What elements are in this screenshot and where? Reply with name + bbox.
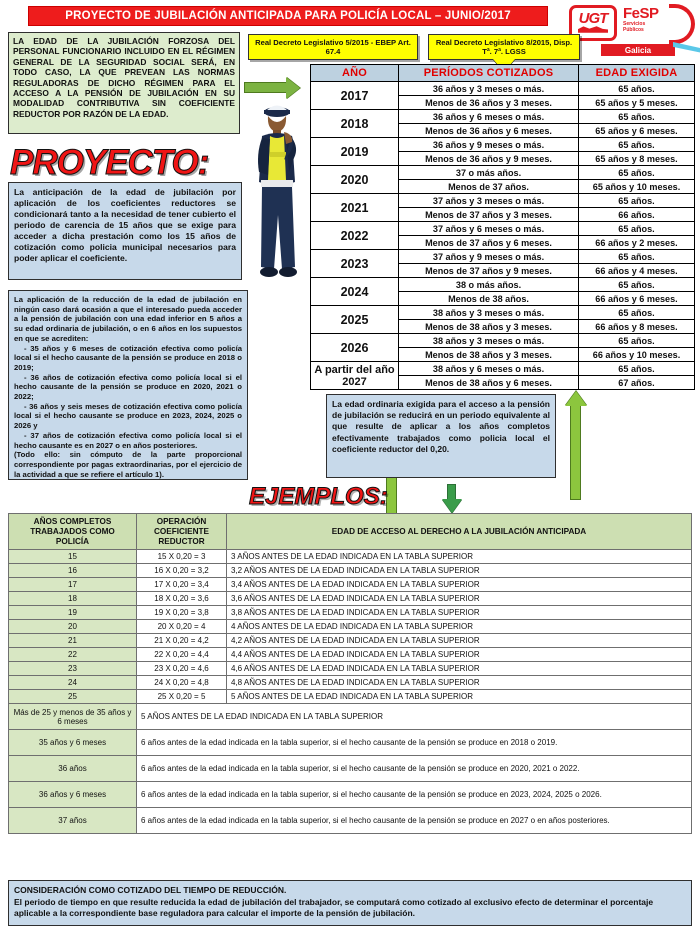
- main-table-year-cell: A partir del año 2027: [311, 362, 399, 390]
- reduccion-p2: - 35 años y 6 meses de cotización efectiva como policía local si el hecho causante de la pensión se produce en 2018 o 2019;: [14, 343, 242, 372]
- main-table-year-cell: 2026: [311, 334, 399, 362]
- main-table-periodo-cell: 36 años y 3 meses o más.: [399, 82, 579, 96]
- main-table-year-cell: 2019: [311, 138, 399, 166]
- examples-anios-cell: Más de 25 y menos de 35 años y 6 meses: [9, 704, 137, 730]
- fesp-block: [623, 6, 659, 33]
- reduccion-p5: - 37 años de cotización efectiva como policía local si el hecho causante es en 2027 o en años posteriores.: [14, 430, 242, 450]
- examples-anios-cell: 22: [9, 648, 137, 662]
- main-table-header-ano: AÑO: [311, 65, 399, 82]
- examples-anios-cell: 17: [9, 578, 137, 592]
- main-table-edad-cell: 65 años.: [579, 110, 695, 124]
- main-table-year-cell: 2020: [311, 166, 399, 194]
- fesp-sub1: Servicios: [623, 21, 646, 27]
- examples-edad-cell: 6 años antes de la edad indicada en la tabla superior, si el hecho causante de la pensión se produce en 2018 o 2019.: [137, 730, 692, 756]
- examples-edad-cell: 4,8 AÑOS ANTES DE LA EDAD INDICADA EN LA TABLA SUPERIOR: [227, 676, 692, 690]
- examples-anios-cell: 35 años y 6 meses: [9, 730, 137, 756]
- arrow-right-icon: [244, 82, 288, 93]
- proyecto-text: La anticipación de la edad de jubilación por aplicación de los coeficientes reductores se condicionará tanto a la necesidad de tener cubierto el periodo de carencia de 15 años que se exige para acceder a dicha prestación como los 15 años de cotización como policia municipal necesarios para poder aplicar el coeficiente.: [14, 187, 236, 263]
- callout-ebep-text: Real Decreto Legislativo 5/2015 - EBEP Art. 67.4: [255, 38, 411, 56]
- table-row: [9, 662, 692, 676]
- main-table-periodo-cell: Menos de 38 años y 3 meses.: [399, 348, 579, 362]
- examples-operacion-cell: 21 X 0,20 = 4,2: [137, 634, 227, 648]
- main-table-edad-cell: 66 años y 4 meses.: [579, 264, 695, 278]
- main-table-periodo-cell: Menos de 36 años y 6 meses.: [399, 124, 579, 138]
- main-table-year-cell: 2025: [311, 306, 399, 334]
- table-row: [311, 138, 695, 152]
- main-table-periodo-cell: 36 años y 9 meses o más.: [399, 138, 579, 152]
- main-table-edad-cell: 65 años.: [579, 166, 695, 180]
- examples-table-header-row: [9, 514, 692, 550]
- table-row: [311, 362, 695, 376]
- table-row: [311, 222, 695, 236]
- examples-edad-cell: 6 años antes de la edad indicada en la tabla superior, si el hecho causante de la pensión se produce en 2023, 2024, 2025 o 2026.: [137, 782, 692, 808]
- main-table-edad-cell: 66 años y 6 meses.: [579, 292, 695, 306]
- table-row: [311, 250, 695, 264]
- examples-operacion-cell: 17 X 0,20 = 3,4: [137, 578, 227, 592]
- main-table-edad-cell: 65 años.: [579, 306, 695, 320]
- main-table-periodo-cell: Menos de 36 años y 3 meses.: [399, 96, 579, 110]
- examples-anios-cell: 25: [9, 690, 137, 704]
- table-row: [311, 334, 695, 348]
- logo-arc-icon: [669, 4, 695, 44]
- main-table-periodo-cell: 38 años y 3 meses o más.: [399, 334, 579, 348]
- callout-lgss: [428, 34, 580, 60]
- examples-edad-cell: 6 años antes de la edad indicada en la tabla superior, si el hecho causante de la pensión se produce en 2020, 2021 o 2022.: [137, 756, 692, 782]
- police-officer-illustration: [249, 96, 305, 282]
- examples-edad-cell: 4,6 AÑOS ANTES DE LA EDAD INDICADA EN LA TABLA SUPERIOR: [227, 662, 692, 676]
- examples-operacion-cell: 16 X 0,20 = 3,2: [137, 564, 227, 578]
- ugt-logo: [565, 2, 697, 58]
- main-table-edad-cell: 66 años y 10 meses.: [579, 348, 695, 362]
- examples-anios-cell: 19: [9, 606, 137, 620]
- main-table-periodo-cell: Menos de 38 años y 3 meses.: [399, 320, 579, 334]
- examples-anios-cell: 16: [9, 564, 137, 578]
- examples-header-anios: AÑOS COMPLETOS TRABAJADOS COMO POLICÍA: [9, 514, 137, 550]
- examples-edad-cell: 5 AÑOS ANTES DE LA EDAD INDICADA EN LA TABLA SUPERIOR: [227, 690, 692, 704]
- fesp-sub2: Públicos: [623, 27, 644, 33]
- ejemplos-heading: EJEMPLOS:: [249, 483, 388, 510]
- main-table-year-cell: 2021: [311, 194, 399, 222]
- table-row: [9, 730, 692, 756]
- main-table-year-cell: 2018: [311, 110, 399, 138]
- table-row: [9, 606, 692, 620]
- examples-operacion-cell: 23 X 0,20 = 4,6: [137, 662, 227, 676]
- main-table-edad-cell: 66 años y 8 meses.: [579, 320, 695, 334]
- reduccion-p1: La aplicación de la reducción de la edad de jubilación en ningún caso dará ocasión a que el interesado pueda acceder a la pensión de jubilación con una edad inferior en 5 años a su edad ordinaria de jubilación, o en 6 años en los supuestos en que se acrediten:: [14, 295, 242, 343]
- examples-operacion-cell: 18 X 0,20 = 3,6: [137, 592, 227, 606]
- table-row: [311, 306, 695, 320]
- table-row: [311, 166, 695, 180]
- main-table-edad-cell: 65 años.: [579, 250, 695, 264]
- arrow-up-icon-right: [570, 405, 581, 500]
- examples-edad-cell: 3 AÑOS ANTES DE LA EDAD INDICADA EN LA TABLA SUPERIOR: [227, 550, 692, 564]
- table-row: [9, 782, 692, 808]
- table-row: [311, 82, 695, 96]
- fesp-acronym: FeSP: [623, 5, 659, 22]
- table-row: [9, 592, 692, 606]
- main-table-edad-cell: 65 años.: [579, 362, 695, 376]
- table-row: [9, 704, 692, 730]
- arrow-down-icon: [447, 484, 456, 500]
- callout-lgss-text: Real Decreto Legislativo 8/2015, Disp. Tª. 7ª. LGSS: [435, 38, 573, 56]
- examples-anios-cell: 36 años y 6 meses: [9, 782, 137, 808]
- table-row: [9, 756, 692, 782]
- table-row: [9, 808, 692, 834]
- main-table-periodo-cell: 38 años y 3 meses o más.: [399, 306, 579, 320]
- examples-edad-cell: 6 años antes de la edad indicada en la tabla superior, si el hecho causante de la pensión se produce en 2027 o en años posteriores.: [137, 808, 692, 834]
- examples-edad-cell: 4,4 AÑOS ANTES DE LA EDAD INDICADA EN LA TABLA SUPERIOR: [227, 648, 692, 662]
- main-table-periodo-cell: 37 años y 6 meses o más.: [399, 222, 579, 236]
- main-table-edad-cell: 67 años.: [579, 376, 695, 390]
- examples-operacion-cell: 25 X 0,20 = 5: [137, 690, 227, 704]
- intro-text-box: [8, 32, 240, 134]
- proyecto-heading: PROYECTO:: [10, 143, 209, 182]
- main-table-periodo-cell: Menos de 37 años y 3 meses.: [399, 208, 579, 222]
- proyecto-text-box: [8, 182, 242, 280]
- handshake-icon: [578, 26, 608, 35]
- examples-header-edad: EDAD DE ACCESO AL DERECHO A LA JUBILACIÓN ANTICIPADA: [227, 514, 692, 550]
- main-table-edad-cell: 65 años y 10 meses.: [579, 180, 695, 194]
- page-title-bar: [28, 6, 548, 26]
- main-table-periodo-cell: 36 años y 6 meses o más.: [399, 110, 579, 124]
- table-row: [9, 690, 692, 704]
- examples-operacion-cell: 15 X 0,20 = 3: [137, 550, 227, 564]
- main-table-year-cell: 2023: [311, 250, 399, 278]
- edad-ordinaria-text: La edad ordinaria exigida para el acceso a la pensión de jubilación se reducirá en un periodo equivalente al que resulte de aplicar a los años completos efectivamente trabajados como policia local el coeficiente reductor del 0,20.: [332, 399, 550, 454]
- table-row: [9, 648, 692, 662]
- swoosh-icon: [673, 42, 700, 56]
- main-table-periodo-cell: 37 años y 3 meses o más.: [399, 194, 579, 208]
- main-table-edad-cell: 65 años.: [579, 82, 695, 96]
- examples-edad-cell: 3,6 AÑOS ANTES DE LA EDAD INDICADA EN LA TABLA SUPERIOR: [227, 592, 692, 606]
- main-table-periodo-cell: 38 o más años.: [399, 278, 579, 292]
- examples-header-operacion: OPERACIÓN COEFICIENTE REDUCTOR: [137, 514, 227, 550]
- main-table-edad-cell: 65 años y 6 meses.: [579, 124, 695, 138]
- footer-note-text: El periodo de tiempo en que resulte reducida la edad de jubilación del trabajador, se computará como cotizado al exclusivo efecto de determinar el porcentaje aplicable a la correspondiente base reguladora para calcular el importe de la pensión de jubilación.: [14, 896, 654, 919]
- main-table-edad-cell: 65 años.: [579, 194, 695, 208]
- examples-anios-cell: 20: [9, 620, 137, 634]
- examples-anios-cell: 21: [9, 634, 137, 648]
- examples-edad-cell: 5 AÑOS ANTES DE LA EDAD INDICADA EN LA TABLA SUPERIOR: [137, 704, 692, 730]
- main-table-periodo-cell: Menos de 38 años.: [399, 292, 579, 306]
- main-table-header-row: [311, 65, 695, 82]
- main-table-edad-cell: 65 años y 5 meses.: [579, 96, 695, 110]
- main-table-edad-cell: 65 años.: [579, 138, 695, 152]
- examples-edad-cell: 3,2 AÑOS ANTES DE LA EDAD INDICADA EN LA TABLA SUPERIOR: [227, 564, 692, 578]
- main-table-periodo-cell: 37 o más años.: [399, 166, 579, 180]
- main-table-header-edad: EDAD EXIGIDA: [579, 65, 695, 82]
- table-row: [9, 634, 692, 648]
- main-table-year-cell: 2024: [311, 278, 399, 306]
- main-table-periodo-cell: Menos de 38 años y 6 meses.: [399, 376, 579, 390]
- table-row: [311, 110, 695, 124]
- reduccion-p4: - 36 años y seis meses de cotización efectiva como policía local si el hecho causante se produce en 2023, 2024, 2025 o 2026 y: [14, 401, 242, 431]
- page-title: PROYECTO DE JUBILACIÓN ANTICIPADA PARA POLICÍA LOCAL – JUNIO/2017: [65, 10, 511, 22]
- main-table-edad-cell: 65 años.: [579, 222, 695, 236]
- main-table-edad-cell: 65 años y 8 meses.: [579, 152, 695, 166]
- main-table-edad-cell: 66 años.: [579, 208, 695, 222]
- main-table-year-cell: 2022: [311, 222, 399, 250]
- footer-note-title: CONSIDERACIÓN COMO COTIZADO DEL TIEMPO DE REDUCCIÓN.: [14, 885, 287, 895]
- table-row: [9, 676, 692, 690]
- main-table-year-cell: 2017: [311, 82, 399, 110]
- main-table-periodo-cell: Menos de 36 años y 9 meses.: [399, 152, 579, 166]
- reduccion-p6: (Todo ello: sin cómputo de la parte proporcional correspondiente por pagas extraordinarias, por el ejercicio de la actividad a que se refiere el artículo 1).: [14, 450, 242, 479]
- intro-text: LA EDAD DE LA JUBILACIÓN FORZOSA DEL PERSONAL FUNCIONARIO INCLUIDO EN EL RÉGIMEN GENERAL DE LA SEGURIDAD SOCIAL SERÁ, EN TODO CASO, LA QUE PREVEAN LAS NORMAS REGULADORAS DE DICHO RÉGIMEN PARA EL ACCESO A LA PENSIÓN DE JUBILACIÓN EN SU MODALIDAD CONTRIBUTIVA SIN COEFICIENTE REDUCTOR POR RAZÓN DE LA EDAD.: [13, 36, 235, 119]
- edad-ordinaria-box: [326, 394, 556, 478]
- examples-operacion-cell: 20 X 0,20 = 4: [137, 620, 227, 634]
- table-row: [9, 620, 692, 634]
- main-table-periodo-cell: Menos de 37 años y 6 meses.: [399, 236, 579, 250]
- main-table-edad-cell: 66 años y 2 meses.: [579, 236, 695, 250]
- examples-anios-cell: 24: [9, 676, 137, 690]
- examples-edad-cell: 3,4 AÑOS ANTES DE LA EDAD INDICADA EN LA TABLA SUPERIOR: [227, 578, 692, 592]
- examples-operacion-cell: 22 X 0,20 = 4,4: [137, 648, 227, 662]
- examples-edad-cell: 4 AÑOS ANTES DE LA EDAD INDICADA EN LA TABLA SUPERIOR: [227, 620, 692, 634]
- table-row: [311, 194, 695, 208]
- examples-table: [8, 513, 692, 834]
- examples-anios-cell: 15: [9, 550, 137, 564]
- examples-anios-cell: 23: [9, 662, 137, 676]
- table-row: [9, 578, 692, 592]
- examples-operacion-cell: 19 X 0,20 = 3,8: [137, 606, 227, 620]
- examples-edad-cell: 4,2 AÑOS ANTES DE LA EDAD INDICADA EN LA TABLA SUPERIOR: [227, 634, 692, 648]
- main-retirement-table: [310, 64, 695, 390]
- examples-operacion-cell: 24 X 0,20 = 4,8: [137, 676, 227, 690]
- table-row: [9, 564, 692, 578]
- reduccion-p3: - 36 años de cotización efectiva como policía local si el hecho causante de la pensión se produce en 2020, 2021 o 2022;: [14, 372, 242, 402]
- examples-anios-cell: 18: [9, 592, 137, 606]
- main-table-periodo-cell: Menos de 37 años.: [399, 180, 579, 194]
- main-table-edad-cell: 65 años.: [579, 334, 695, 348]
- reduccion-text-box: [8, 290, 248, 480]
- ugt-acronym: UGT: [578, 9, 608, 27]
- main-table-periodo-cell: 37 años y 9 meses o más.: [399, 250, 579, 264]
- table-row: [311, 278, 695, 292]
- main-table-edad-cell: 65 años.: [579, 278, 695, 292]
- footer-note-box: [8, 880, 692, 926]
- examples-anios-cell: 36 años: [9, 756, 137, 782]
- examples-anios-cell: 37 años: [9, 808, 137, 834]
- examples-edad-cell: 3,8 AÑOS ANTES DE LA EDAD INDICADA EN LA TABLA SUPERIOR: [227, 606, 692, 620]
- main-table-periodo-cell: 38 años y 6 meses o más.: [399, 362, 579, 376]
- table-row: [9, 550, 692, 564]
- callout-ebep: [248, 34, 418, 60]
- main-table-header-periodos: PERÍODOS COTIZADOS: [399, 65, 579, 82]
- main-table-periodo-cell: Menos de 37 años y 9 meses.: [399, 264, 579, 278]
- region-label: Galicia: [601, 44, 675, 56]
